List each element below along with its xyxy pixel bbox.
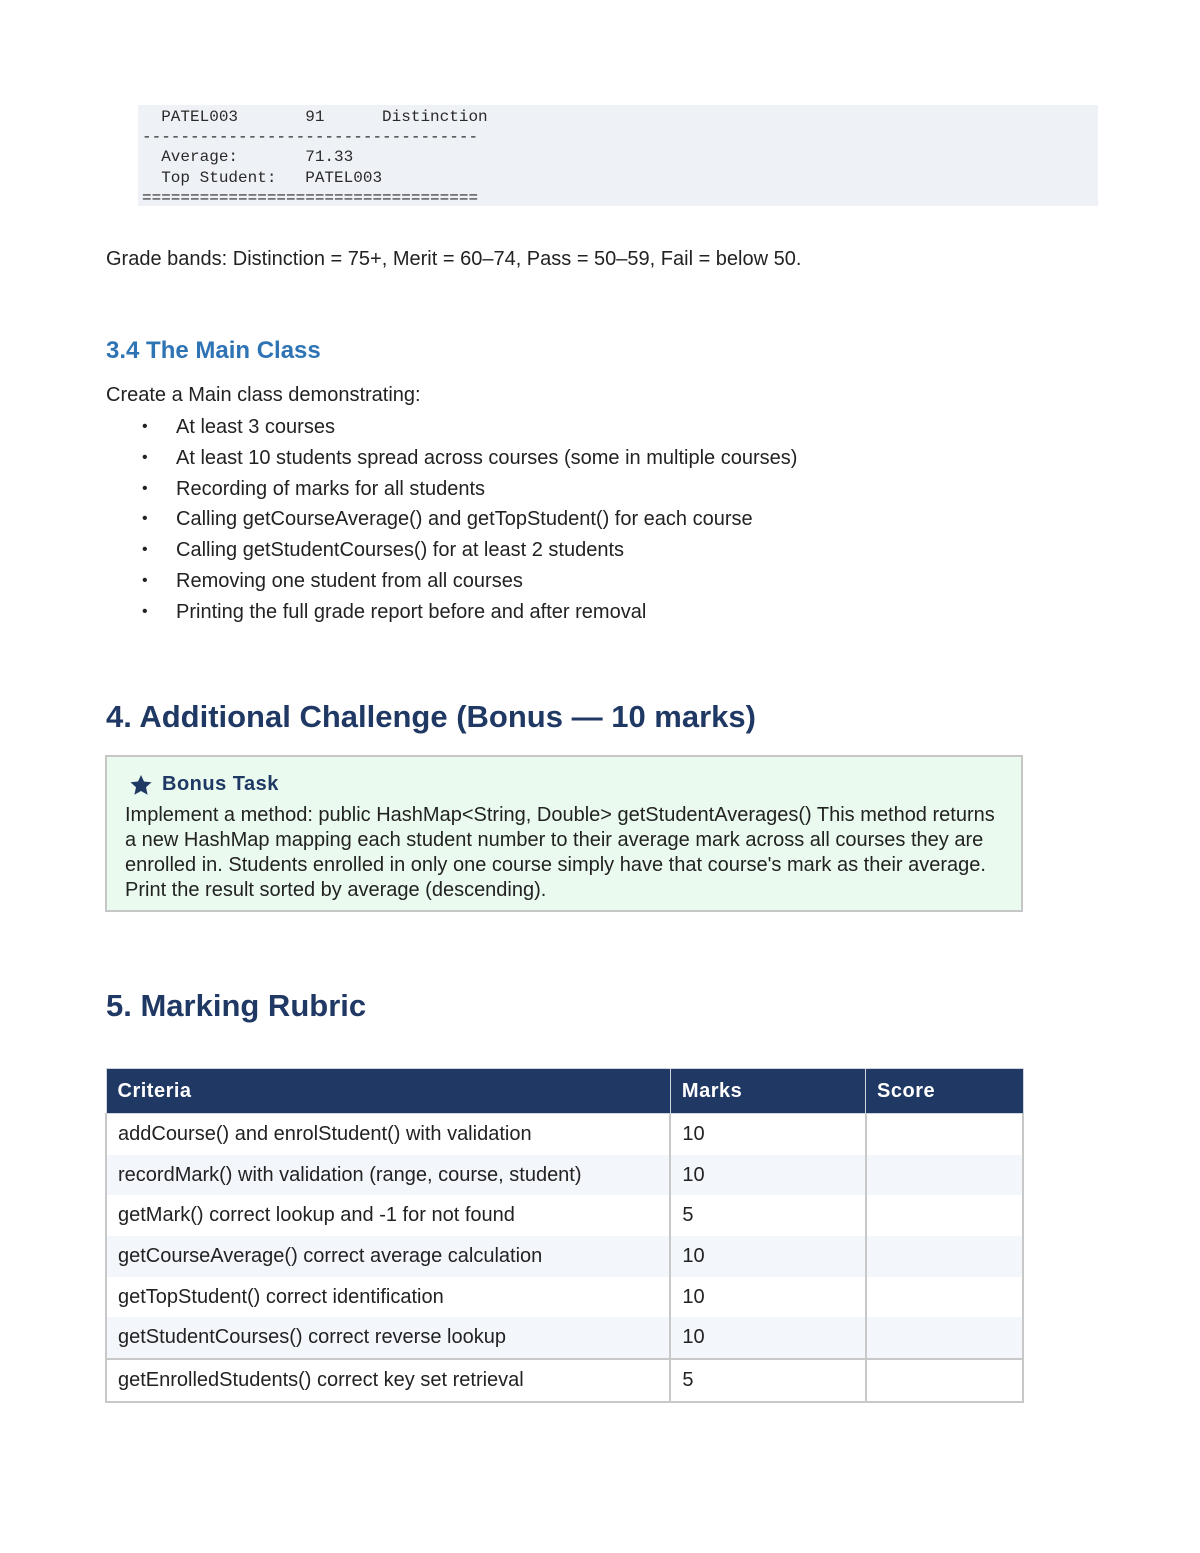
- list-item: [140, 474, 797, 505]
- list-item: [140, 504, 797, 535]
- code-line: Average: 71.33: [142, 148, 354, 167]
- code-output-block: [138, 105, 1098, 206]
- list-item-text: At least 10 students spread across courses (some in multiple courses): [176, 446, 798, 469]
- list-item-text: At least 3 courses: [176, 416, 335, 438]
- bonus-task-box: [105, 755, 1023, 912]
- grade-bands-note: Grade bands: Distinction = 75+, Merit = 60–74, Pass = 50–59, Fail = below 50.: [106, 248, 802, 270]
- table-row: [106, 1359, 1023, 1402]
- marking-rubric-table: [105, 1068, 1024, 1403]
- marks-cell: 10: [670, 1277, 865, 1318]
- table-row: [106, 1236, 1023, 1277]
- column-header-score: Score: [866, 1069, 1023, 1114]
- criteria-cell: getStudentCourses() correct reverse lookup: [106, 1317, 670, 1359]
- list-item-text: Printing the full grade report before and after removal: [176, 600, 647, 623]
- criteria-cell: getEnrolledStudents() correct key set retrieval: [106, 1359, 670, 1402]
- list-item: [140, 566, 797, 597]
- bullet-icon: •: [142, 418, 148, 435]
- code-line: PATEL003 91 Distinction: [142, 108, 488, 126]
- list-item: [140, 412, 797, 443]
- table-row: [106, 1195, 1023, 1236]
- column-header-criteria: Criteria: [106, 1069, 670, 1114]
- bonus-task-description: Implement a method: public HashMap<String, Double> getStudentAverages() This method returns a new HashMap mapping each student number to their average mark across all courses they are enrolled in. Students enrolled in only one course simply have that course's mark as their average. Print the result sorted by average (descending).: [125, 804, 995, 901]
- code-line: ===================================: [142, 188, 479, 207]
- score-cell: [866, 1359, 1023, 1402]
- star-icon: [129, 774, 153, 796]
- score-cell: [866, 1155, 1023, 1196]
- list-item: [140, 535, 797, 566]
- criteria-cell: getTopStudent() correct identification: [106, 1277, 670, 1318]
- score-cell: [866, 1114, 1023, 1155]
- table-row: [106, 1317, 1023, 1359]
- requirements-list: [140, 412, 797, 628]
- list-item-text: Calling getCourseAverage() and getTopStudent() for each course: [176, 508, 753, 531]
- score-cell: [866, 1277, 1023, 1318]
- code-line: Top Student: PATEL003: [142, 168, 383, 187]
- code-line: -----------------------------------: [142, 128, 479, 147]
- bullet-icon: •: [142, 448, 148, 466]
- score-cell: [866, 1317, 1023, 1359]
- criteria-cell: addCourse() and enrolStudent() with validation: [106, 1114, 670, 1155]
- section-5-heading: 5. Marking Rubric: [106, 988, 367, 1023]
- section-3-4-heading: 3.4 The Main Class: [106, 337, 321, 364]
- list-item: [140, 597, 797, 628]
- table-row: [106, 1155, 1023, 1196]
- marks-cell: 10: [670, 1317, 865, 1359]
- score-cell: [866, 1195, 1023, 1236]
- marks-cell: 5: [670, 1195, 865, 1236]
- bullet-icon: •: [142, 479, 148, 497]
- marks-cell: 5: [670, 1359, 865, 1402]
- criteria-cell: getCourseAverage() correct average calculation: [106, 1236, 670, 1277]
- marks-cell: 10: [670, 1236, 865, 1277]
- bonus-task-title: [129, 773, 279, 796]
- section-4-heading: 4. Additional Challenge (Bonus — 10 marks): [106, 699, 756, 734]
- table-row: [106, 1114, 1023, 1155]
- table-header-row: [106, 1069, 1023, 1114]
- bullet-icon: •: [142, 510, 148, 528]
- score-cell: [866, 1236, 1023, 1277]
- code-output-text: [142, 107, 488, 208]
- list-item-text: Removing one student from all courses: [176, 569, 523, 592]
- criteria-cell: getMark() correct lookup and -1 for not found: [106, 1195, 670, 1236]
- bonus-task-title-text: Bonus Task: [162, 773, 279, 795]
- marks-cell: 10: [670, 1155, 865, 1196]
- list-item-text: Calling getStudentCourses() for at least 2 students: [176, 539, 625, 562]
- list-item-text: Recording of marks for all students: [176, 477, 486, 500]
- table-row: [106, 1277, 1023, 1318]
- criteria-cell: recordMark() with validation (range, course, student): [106, 1155, 670, 1196]
- bullet-icon: •: [142, 541, 148, 559]
- bullet-icon: •: [142, 571, 148, 589]
- marks-cell: 10: [670, 1114, 865, 1155]
- column-header-marks: Marks: [670, 1069, 865, 1114]
- main-class-intro: Create a Main class demonstrating:: [106, 384, 421, 406]
- bullet-icon: •: [142, 602, 148, 620]
- list-item: [140, 443, 797, 474]
